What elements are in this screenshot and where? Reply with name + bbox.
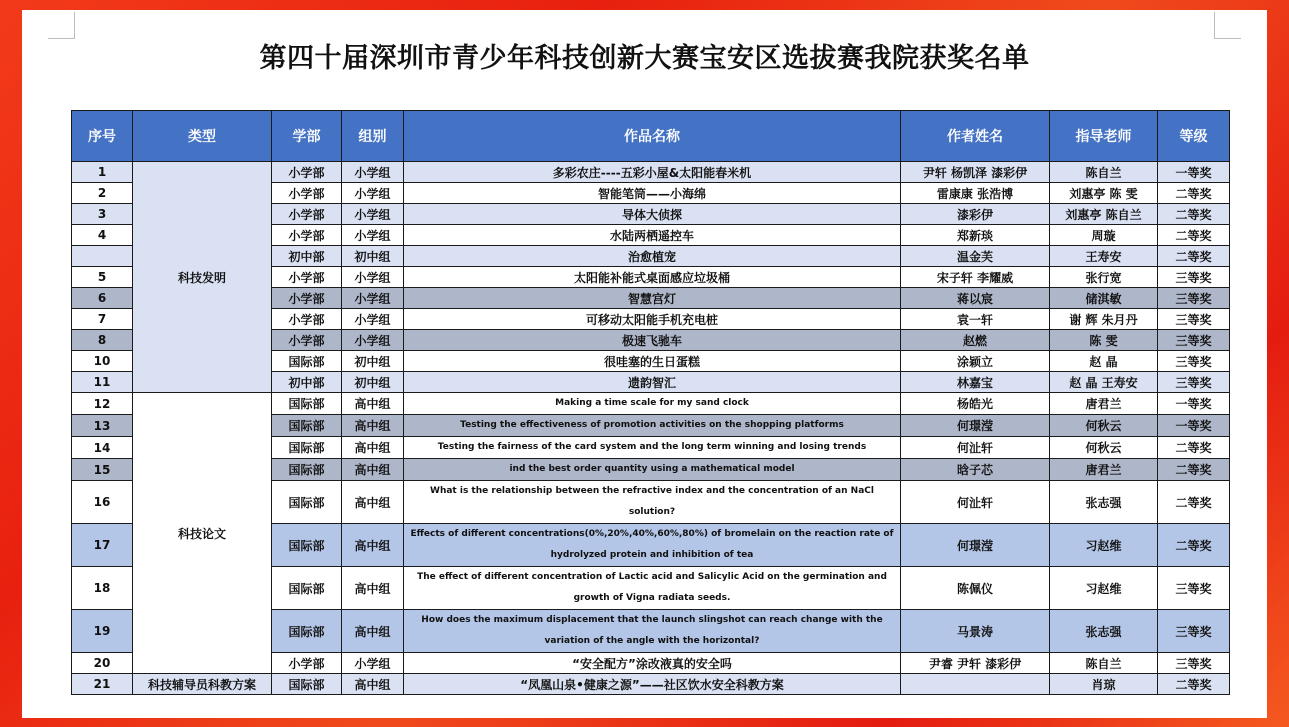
cell-author: 尹轩 杨凯泽 漆彩伊 [901,162,1050,183]
cell-teacher: 张志强 [1050,610,1158,653]
cell-dept: 国际部 [272,674,342,695]
cell-author [901,674,1050,695]
cell-work: 极速飞驰车 [404,330,901,351]
cell-group: 小学组 [342,204,404,225]
header-work: 作品名称 [404,111,901,162]
header-type: 类型 [133,111,272,162]
cell-grade: 一等奖 [1158,415,1230,437]
cell-teacher: 赵 晶 [1050,351,1158,372]
cell-teacher: 陈 雯 [1050,330,1158,351]
cell-group: 初中组 [342,372,404,393]
cell-dept: 初中部 [272,246,342,267]
cell-grade: 三等奖 [1158,330,1230,351]
cell-author: 郑新琰 [901,225,1050,246]
cell-author: 涂颖立 [901,351,1050,372]
cell-teacher: 唐君兰 [1050,459,1158,481]
header-group: 组别 [342,111,404,162]
cell-teacher: 刘惠亭 陈自兰 [1050,204,1158,225]
cell-no: 1 [72,162,133,183]
cell-work: 治愈植宠 [404,246,901,267]
cell-teacher: 储淇敏 [1050,288,1158,309]
cell-group: 高中组 [342,459,404,481]
cell-no: 14 [72,437,133,459]
cell-no: 20 [72,653,133,674]
cell-work: 可移动太阳能手机充电桩 [404,309,901,330]
cell-dept: 小学部 [272,267,342,288]
cell-grade: 二等奖 [1158,204,1230,225]
cell-work: Testing the effectiveness of promotion activities on the shopping platforms [404,415,901,437]
cell-group: 高中组 [342,481,404,524]
cell-dept: 国际部 [272,415,342,437]
cell-group: 初中组 [342,351,404,372]
cell-no: 8 [72,330,133,351]
cell-group: 高中组 [342,567,404,610]
cell-work: Making a time scale for my sand clock [404,393,901,415]
cell-grade: 三等奖 [1158,288,1230,309]
type-plan: 科技辅导员科教方案 [133,674,272,695]
cell-teacher: 张行宽 [1050,267,1158,288]
header-grade: 等级 [1158,111,1230,162]
crop-mark [48,12,75,39]
cell-work: “凤凰山泉•健康之源”——社区饮水安全科教方案 [404,674,901,695]
cell-group: 小学组 [342,183,404,204]
cell-author: 马景涛 [901,610,1050,653]
cell-work: 智能笔筒——小海绵 [404,183,901,204]
cell-group: 高中组 [342,437,404,459]
cell-dept: 国际部 [272,437,342,459]
cell-group: 高中组 [342,610,404,653]
cell-dept: 小学部 [272,309,342,330]
cell-work: How does the maximum displacement that the launch slingshot can reach change with the variation of the angle with the horizontal? [404,610,901,653]
cell-grade: 二等奖 [1158,481,1230,524]
cell-grade: 三等奖 [1158,567,1230,610]
cell-work: 太阳能补能式桌面感应垃圾桶 [404,267,901,288]
cell-author: 宋子轩 李耀威 [901,267,1050,288]
cell-teacher: 何秋云 [1050,415,1158,437]
cell-teacher: 陈自兰 [1050,162,1158,183]
cell-grade: 三等奖 [1158,267,1230,288]
cell-group: 小学组 [342,288,404,309]
table-row [72,674,1230,695]
cell-group: 小学组 [342,225,404,246]
cell-author: 雷康康 张浩博 [901,183,1050,204]
cell-dept: 小学部 [272,183,342,204]
cell-dept: 小学部 [272,225,342,246]
cell-dept: 国际部 [272,393,342,415]
cell-work: 智慧宫灯 [404,288,901,309]
cell-no: 11 [72,372,133,393]
cell-work: 很哇塞的生日蛋糕 [404,351,901,372]
cell-work: The effect of different concentration of Lactic acid and Salicylic Acid on the germination and growth of Vigna radiata seeds. [404,567,901,610]
cell-author: 何沚轩 [901,437,1050,459]
cell-author: 漆彩伊 [901,204,1050,225]
cell-grade: 三等奖 [1158,372,1230,393]
cell-dept: 小学部 [272,330,342,351]
cell-teacher: 唐君兰 [1050,393,1158,415]
cell-author: 杨皓光 [901,393,1050,415]
table-header-row [72,111,1230,162]
cell-teacher: 王寿安 [1050,246,1158,267]
header-dept: 学部 [272,111,342,162]
cell-teacher: 张志强 [1050,481,1158,524]
cell-group: 小学组 [342,309,404,330]
cell-dept: 国际部 [272,610,342,653]
document-page [22,10,1267,718]
cell-dept: 国际部 [272,459,342,481]
crop-mark [1214,12,1241,39]
cell-teacher: 赵 晶 王寿安 [1050,372,1158,393]
cell-author: 何璟滢 [901,524,1050,567]
cell-no: 18 [72,567,133,610]
cell-no: 12 [72,393,133,415]
cell-no: 17 [72,524,133,567]
cell-author: 尹睿 尹轩 漆彩伊 [901,653,1050,674]
cell-grade: 二等奖 [1158,246,1230,267]
cell-grade: 三等奖 [1158,610,1230,653]
cell-dept: 国际部 [272,481,342,524]
cell-author: 袁一轩 [901,309,1050,330]
header-author: 作者姓名 [901,111,1050,162]
cell-teacher: 刘惠亭 陈 雯 [1050,183,1158,204]
cell-no: 6 [72,288,133,309]
cell-work: Testing the fairness of the card system and the long term winning and losing trends [404,437,901,459]
page-title: 第四十届深圳市青少年科技创新大赛宝安区选拔赛我院获奖名单 [259,43,1030,74]
cell-grade: 一等奖 [1158,162,1230,183]
cell-teacher: 肖琼 [1050,674,1158,695]
cell-teacher: 习赵维 [1050,567,1158,610]
cell-author: 何璟滢 [901,415,1050,437]
cell-grade: 二等奖 [1158,524,1230,567]
cell-teacher: 习赵维 [1050,524,1158,567]
cell-no: 5 [72,267,133,288]
cell-grade: 三等奖 [1158,653,1230,674]
cell-author: 何沚轩 [901,481,1050,524]
table-row [72,393,1230,415]
cell-no: 21 [72,674,133,695]
cell-grade: 二等奖 [1158,674,1230,695]
cell-dept: 小学部 [272,162,342,183]
award-table [71,110,1230,695]
cell-work: What is the relationship between the refractive index and the concentration of an NaCl solution? [404,481,901,524]
type-paper: 科技论文 [133,393,272,674]
cell-author: 温金芙 [901,246,1050,267]
cell-work: 遗韵智汇 [404,372,901,393]
cell-group: 小学组 [342,330,404,351]
cell-author: 林嘉宝 [901,372,1050,393]
cell-teacher: 谢 辉 朱月丹 [1050,309,1158,330]
cell-author: 晗子芯 [901,459,1050,481]
cell-group: 小学组 [342,162,404,183]
cell-no: 15 [72,459,133,481]
cell-group: 小学组 [342,267,404,288]
cell-work: 水陆两栖遥控车 [404,225,901,246]
cell-group: 高中组 [342,524,404,567]
cell-no: 2 [72,183,133,204]
cell-work: “安全配方”涂改液真的安全吗 [404,653,901,674]
header-no: 序号 [72,111,133,162]
cell-author: 陈佩仪 [901,567,1050,610]
cell-group: 初中组 [342,246,404,267]
cell-dept: 小学部 [272,288,342,309]
cell-dept: 初中部 [272,372,342,393]
header-teacher: 指导老师 [1050,111,1158,162]
cell-no: 10 [72,351,133,372]
cell-work: Effects of different concentrations(0%,20%,40%,60%,80%) of bromelain on the reaction rate of hydrolyzed protein and inhibition of tea [404,524,901,567]
cell-no: 19 [72,610,133,653]
cell-grade: 三等奖 [1158,351,1230,372]
cell-dept: 国际部 [272,524,342,567]
cell-no [72,246,133,267]
cell-no: 7 [72,309,133,330]
cell-no: 13 [72,415,133,437]
cell-work: 导体大侦探 [404,204,901,225]
cell-grade: 三等奖 [1158,309,1230,330]
cell-grade: 二等奖 [1158,183,1230,204]
cell-teacher: 周璇 [1050,225,1158,246]
cell-group: 高中组 [342,415,404,437]
cell-dept: 国际部 [272,567,342,610]
cell-no: 4 [72,225,133,246]
cell-teacher: 何秋云 [1050,437,1158,459]
cell-grade: 二等奖 [1158,225,1230,246]
cell-no: 3 [72,204,133,225]
cell-group: 高中组 [342,674,404,695]
type-invention: 科技发明 [133,162,272,393]
cell-author: 蒋以宸 [901,288,1050,309]
cell-grade: 一等奖 [1158,393,1230,415]
cell-no: 16 [72,481,133,524]
cell-group: 小学组 [342,653,404,674]
cell-grade: 二等奖 [1158,437,1230,459]
table-row [72,162,1230,183]
cell-dept: 小学部 [272,653,342,674]
cell-dept: 小学部 [272,204,342,225]
cell-dept: 国际部 [272,351,342,372]
cell-group: 高中组 [342,393,404,415]
cell-work: 多彩农庄----五彩小屋&太阳能春米机 [404,162,901,183]
cell-author: 赵燃 [901,330,1050,351]
cell-work: ind the best order quantity using a mathematical model [404,459,901,481]
cell-grade: 二等奖 [1158,459,1230,481]
cell-teacher: 陈自兰 [1050,653,1158,674]
